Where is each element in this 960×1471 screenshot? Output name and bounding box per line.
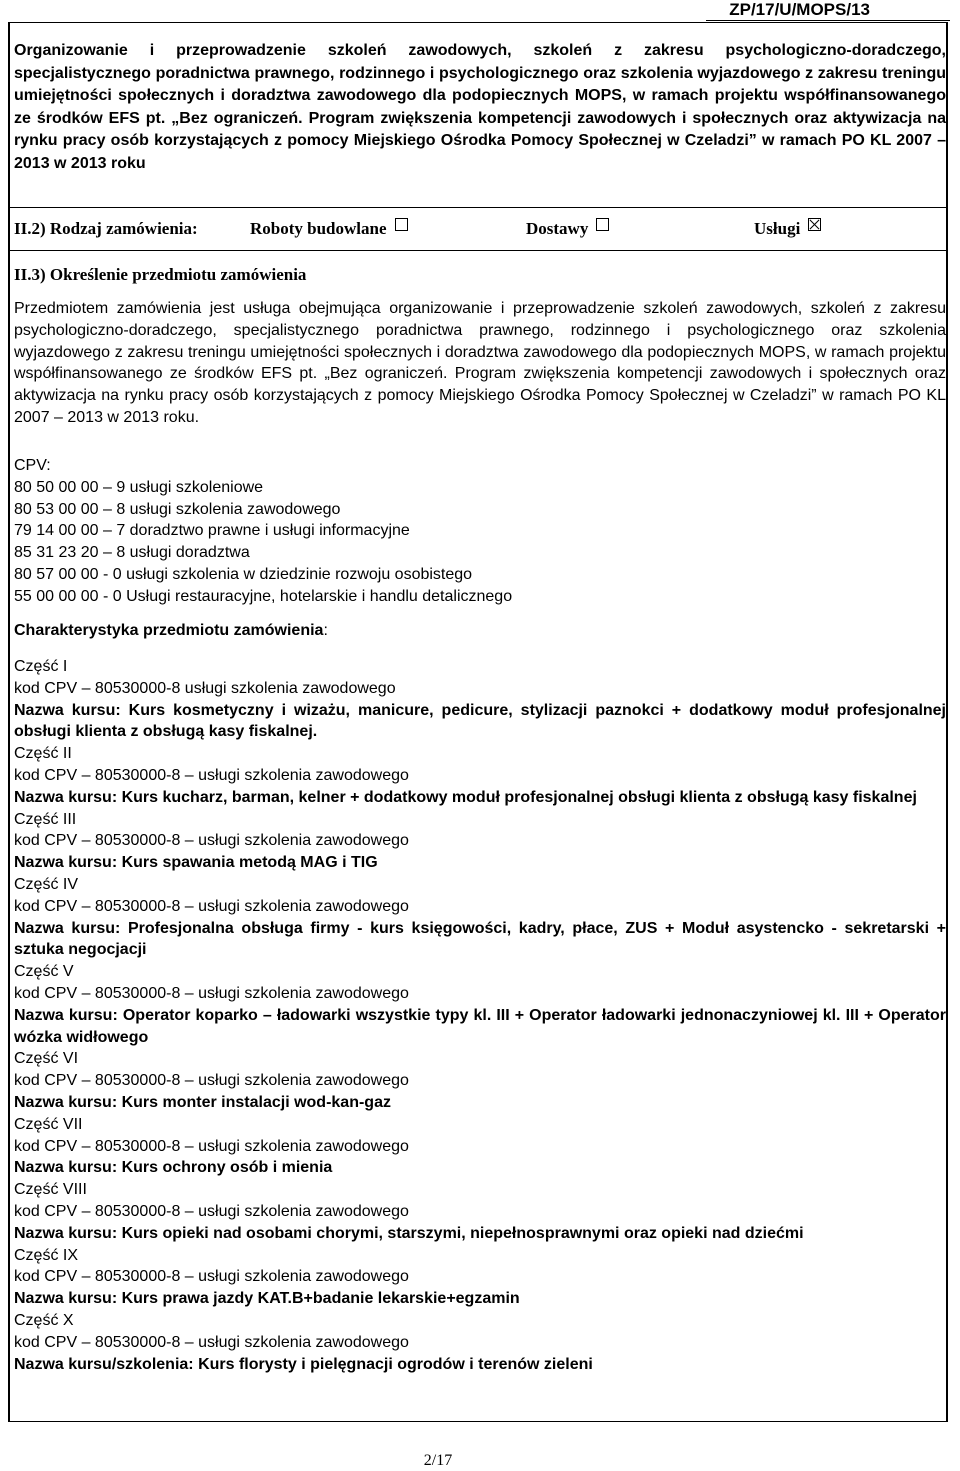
part-item xyxy=(14,1114,946,1179)
parts-list xyxy=(14,656,946,1375)
part-title: Część VII xyxy=(14,1115,83,1133)
part-item xyxy=(14,961,946,1048)
part-cpv: kod CPV – 80530000-8 – usługi szkolenia zawodowego xyxy=(14,1202,409,1220)
cpv-code: 80 57 00 00 - 0 usługi szkolenia w dziedzinie rozwoju osobistego xyxy=(14,565,473,583)
part-course-name: Nazwa kursu: Kurs opieki nad osobami chorymi, starszymi, niepełnosprawnymi oraz opieki nad dziećmi xyxy=(14,1224,804,1242)
part-title: Część VI xyxy=(14,1050,79,1068)
part-course-name: Nazwa kursu: Kurs monter instalacji wod-kan-gaz xyxy=(14,1093,391,1111)
characteristics-colon: : xyxy=(323,622,328,639)
document-reference: ZP/17/U/MOPS/13 xyxy=(729,0,870,19)
section-title: II.3) Określenie przedmiotu zamówienia xyxy=(14,265,307,284)
part-item xyxy=(14,809,946,874)
option-uslugi xyxy=(754,218,800,240)
part-title: Część X xyxy=(14,1311,74,1329)
part-cpv: kod CPV – 80530000-8 – usługi szkolenia zawodowego xyxy=(14,984,409,1002)
section-divider xyxy=(8,207,948,208)
part-item xyxy=(14,743,946,808)
part-cpv: kod CPV – 80530000-8 – usługi szkolenia zawodowego xyxy=(14,1268,409,1286)
option-label: Usługi xyxy=(754,219,801,238)
order-type-label: II.2) Rodzaj zamówienia: xyxy=(14,219,198,238)
part-title: Część I xyxy=(14,658,68,675)
cpv-code: 80 53 00 00 – 8 usługi szkolenia zawodowego xyxy=(14,500,341,518)
part-title: Część III xyxy=(14,810,77,828)
part-course-name: Nazwa kursu: Kurs kosmetyczny i wizażu, manicure, pedicure, stylizacji paznokci + dodatkowy moduł profesjonalnej obsługi klienta z obsługą kasy fiskalnej. xyxy=(14,701,946,741)
cpv-label: CPV: xyxy=(14,457,51,474)
cpv-code: 80 50 00 00 – 9 usługi szkoleniowe xyxy=(14,478,264,496)
part-course-name: Nazwa kursu: Kurs ochrony osób i mienia xyxy=(14,1159,333,1177)
part-cpv: kod CPV – 80530000-8 – usługi szkolenia zawodowego xyxy=(14,1137,409,1155)
option-label: Roboty budowlane xyxy=(250,219,387,238)
part-cpv: kod CPV – 80530000-8 – usługi szkolenia zawodowego xyxy=(14,832,409,850)
part-course-name: Nazwa kursu: Kurs kucharz, barman, kelner + dodatkowy moduł profesjonalnej obsługi klienta z obsługą kasy fiskalnej xyxy=(14,788,917,806)
option-label: Dostawy xyxy=(526,219,589,238)
header-rule xyxy=(706,20,950,21)
part-item xyxy=(14,1179,946,1244)
checkbox-checked-icon xyxy=(808,218,821,231)
cpv-code: 85 31 23 20 – 8 usługi doradztwa xyxy=(14,544,250,562)
description-paragraph: Przedmiotem zamówienia jest usługa obejmująca organizowanie i przeprowadzenie szkoleń zawodowych, szkoleń z zakresu psychologiczno-doradczego, specjalistycznego poradnictwa prawnego, rodzinnego i psychologicznego oraz szkolenia wyjazdowego z zakresu treningu umiejętności społecznych i doradztwa zawodowego dla podopiecznych MOPS, w ramach projektu współfinansowanego ze środków EFS pt. „Bez ograniczeń. Program zwiększenia kompetencji zawodowych i społecznych oraz aktywizacja na rynku pracy osób korzystających z pomocy Miejskiego Ośrodka Pomocy Społecznej w Czeladzi” w ramach PO KL 2007 – 2013 w 2013 roku. xyxy=(14,300,946,426)
characteristics-heading xyxy=(14,620,946,642)
part-title: Część V xyxy=(14,963,74,981)
section-divider xyxy=(8,250,948,251)
part-title: Część VIII xyxy=(14,1181,87,1199)
part-course-name: Nazwa kursu/szkolenia: Kurs florysty i pielęgnacji ogrodów i terenów zieleni xyxy=(14,1355,593,1373)
part-item xyxy=(14,656,946,743)
option-roboty-budowlane xyxy=(250,218,387,240)
part-item xyxy=(14,1048,946,1113)
part-item xyxy=(14,1245,946,1310)
part-title: Część IV xyxy=(14,875,79,893)
part-title: Część IX xyxy=(14,1246,79,1264)
part-course-name: Nazwa kursu: Kurs spawania metodą MAG i TIG xyxy=(14,854,378,872)
part-course-name: Nazwa kursu: Profesjonalna obsługa firmy - kurs księgowości, kadry, płace, ZUS + Moduł asystencko - sekretarski + sztuka negocjacji xyxy=(14,919,946,959)
part-cpv: kod CPV – 80530000-8 usługi szkolenia zawodowego xyxy=(14,679,396,697)
checkbox-unchecked-icon xyxy=(596,218,609,231)
characteristics-label: Charakterystyka przedmiotu zamówienia xyxy=(14,622,324,639)
part-cpv: kod CPV – 80530000-8 – usługi szkolenia zawodowego xyxy=(14,766,409,784)
intro-paragraph: Organizowanie i przeprowadzenie szkoleń zawodowych, szkoleń z zakresu psychologiczno-doradczego, specjalistycznego poradnictwa prawnego, rodzinnego i psychologicznego oraz szkolenia wyjazdowego z zakresu treningu umiejętności społecznych i doradztwa zawodowego dla podopiecznych MOPS, w ramach projektu współfinansowanego ze środków EFS pt. „Bez ograniczeń. Program zwiększenia kompetencji zawodowych i społecznych oraz aktywizacja na rynku pracy osób korzystających z pomocy Miejskiego Ośrodka Pomocy Społecznej w Czeladzi” w ramach PO KL 2007 – 2013 w 2013 roku xyxy=(14,42,946,172)
page-number: 2/17 xyxy=(423,1452,453,1469)
cpv-code: 79 14 00 00 – 7 doradztwo prawne i usługi informacyjne xyxy=(14,522,410,540)
part-course-name: Nazwa kursu: Kurs prawa jazdy KAT.B+badanie lekarskie+egzamin xyxy=(14,1290,520,1308)
part-item xyxy=(14,874,946,961)
cpv-list xyxy=(14,455,946,608)
part-cpv: kod CPV – 80530000-8 – usługi szkolenia zawodowego xyxy=(14,1072,409,1090)
cpv-code: 55 00 00 00 - 0 Usługi restauracyjne, hotelarskie i handlu detalicznego xyxy=(14,587,513,605)
part-cpv: kod CPV – 80530000-8 – usługi szkolenia zawodowego xyxy=(14,1333,409,1351)
part-title: Część II xyxy=(14,745,72,763)
part-cpv: kod CPV – 80530000-8 – usługi szkolenia zawodowego xyxy=(14,897,409,915)
option-dostawy xyxy=(526,218,588,240)
part-course-name: Nazwa kursu: Operator koparko – ładowarki wszystkie typy kl. III + Operator ładowarki jednonaczyniowej kl. III + Operator wózka widłowego xyxy=(14,1006,946,1046)
checkbox-unchecked-icon xyxy=(395,218,408,231)
part-item xyxy=(14,1310,946,1375)
